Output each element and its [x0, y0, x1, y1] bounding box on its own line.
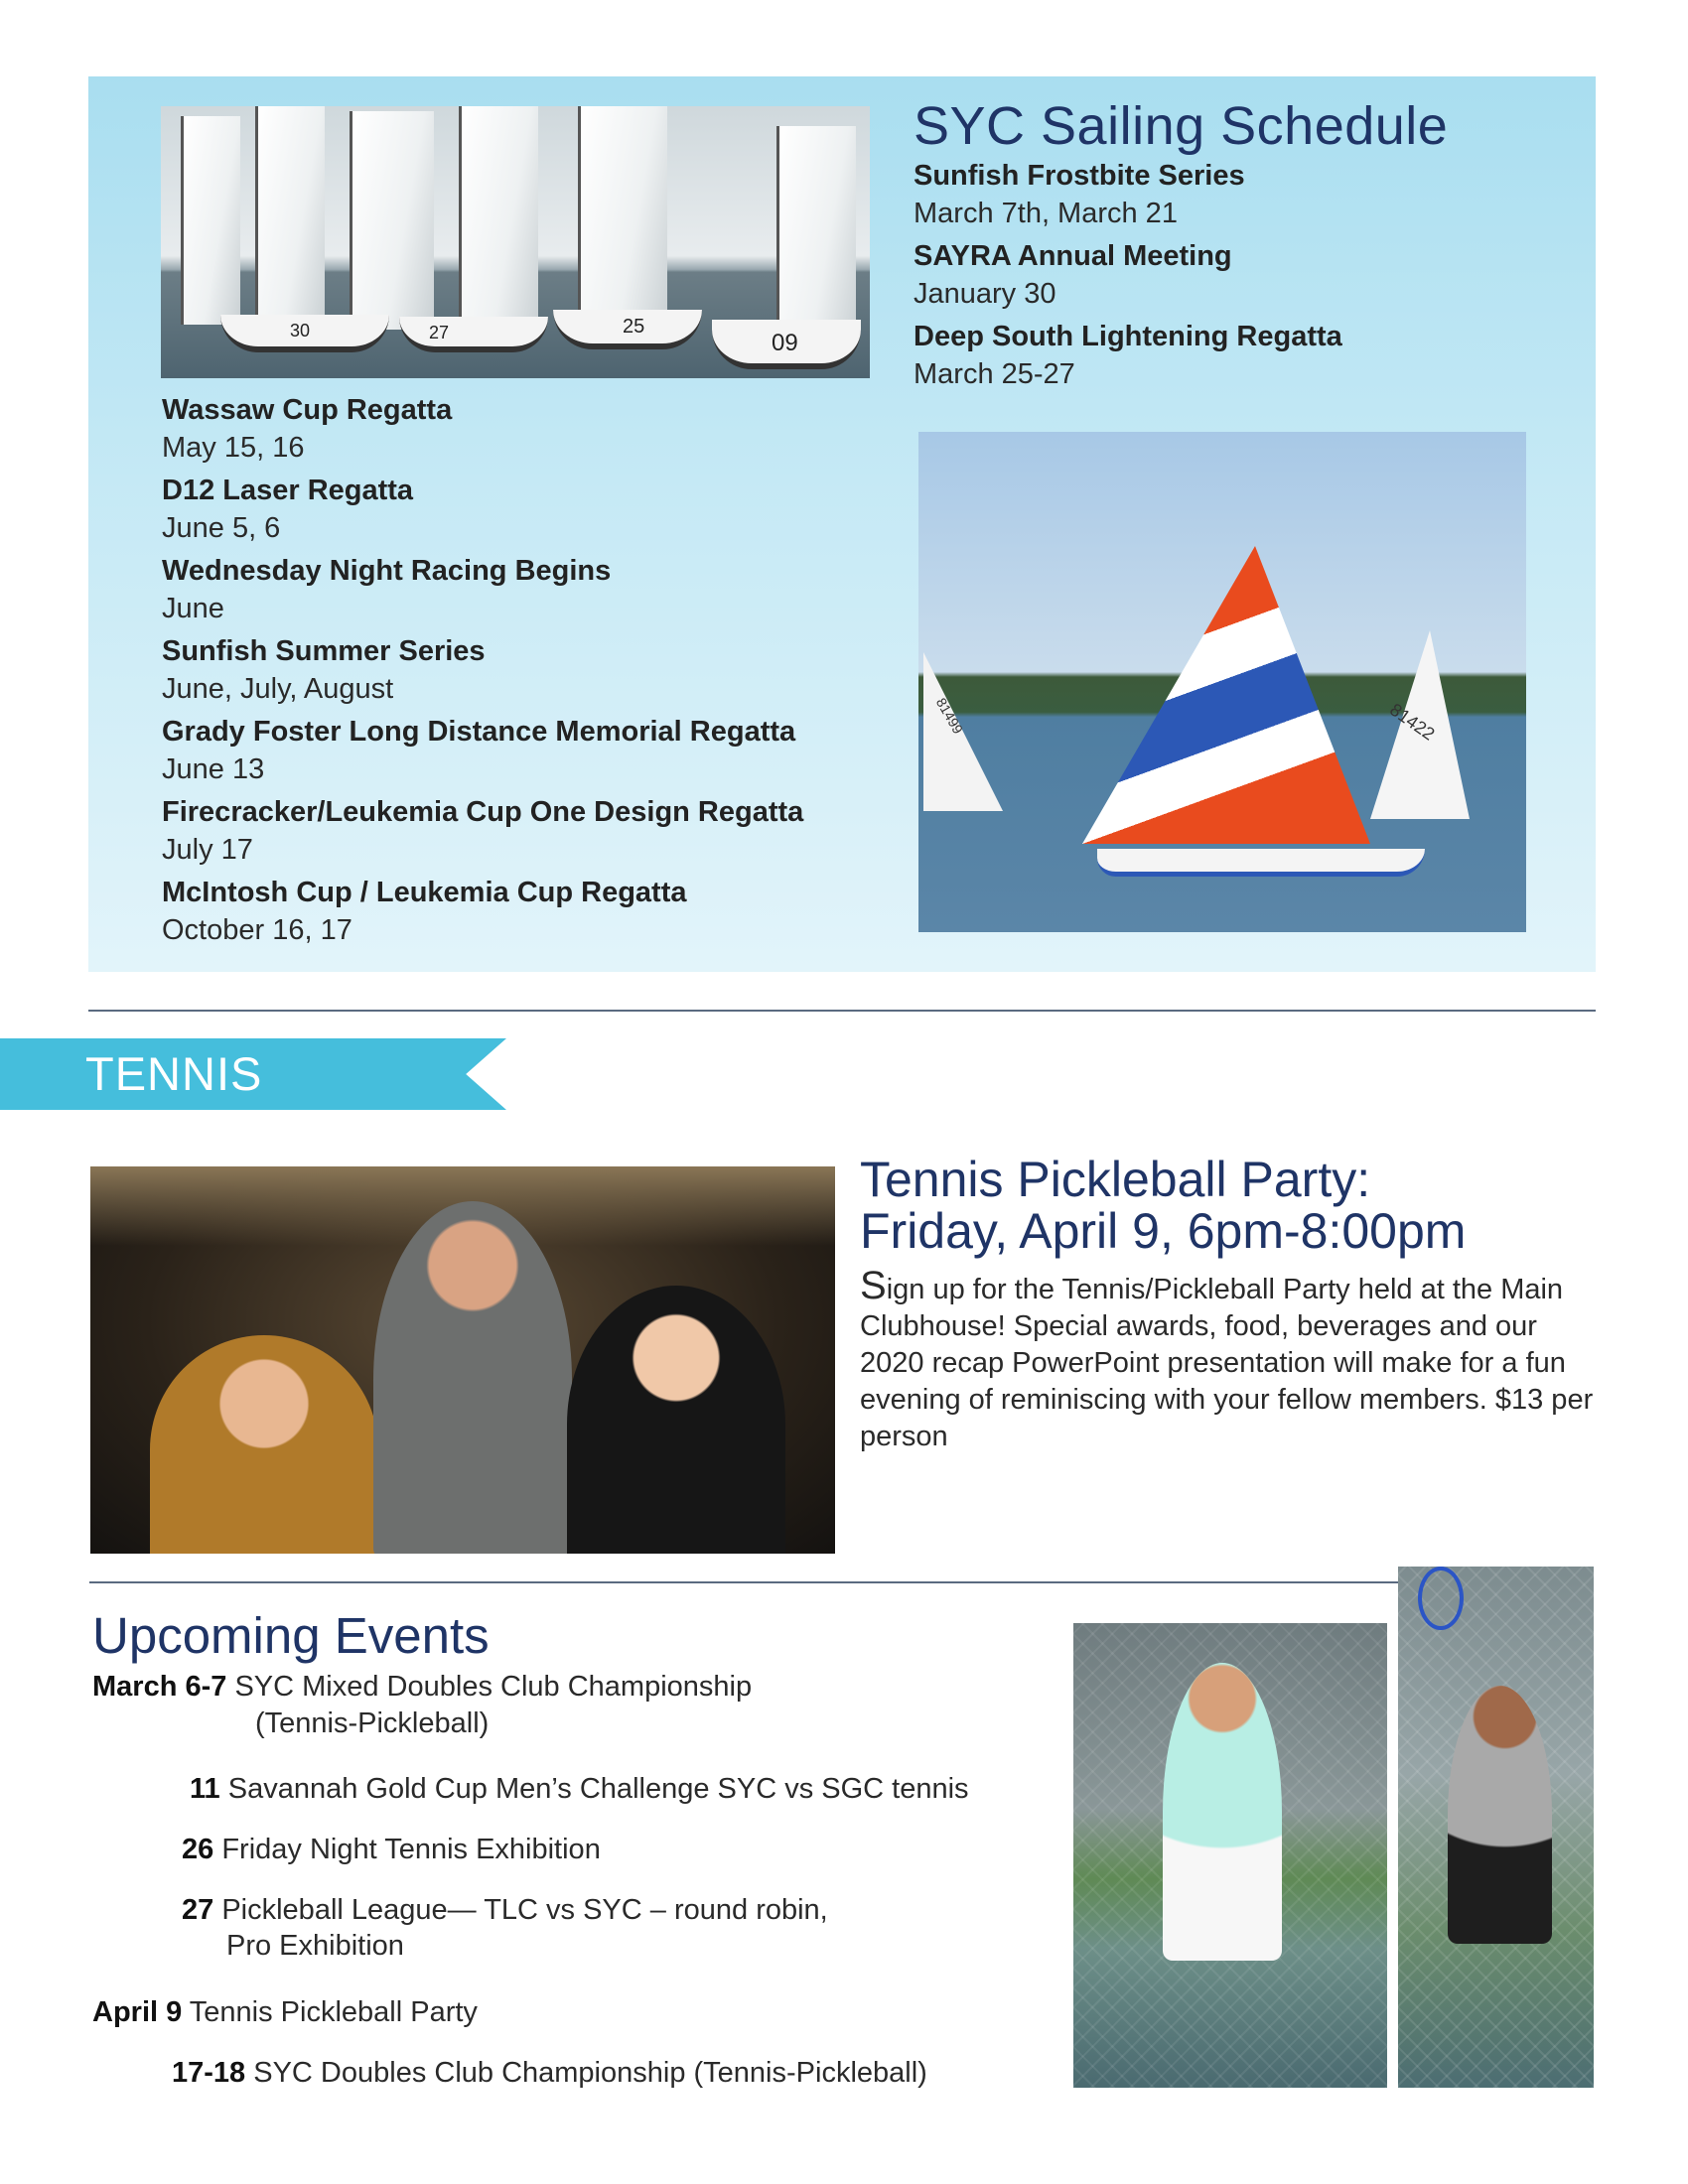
event-date: 11: [190, 1773, 220, 1805]
event-name: Grady Foster Long Distance Memorial Regatta: [162, 716, 796, 748]
sail: [255, 106, 325, 330]
tennis-player-photo: [1398, 1567, 1594, 2088]
sail: [578, 106, 667, 330]
event-row: [255, 1706, 489, 1741]
event-text: SYC Mixed Doubles Club Championship: [234, 1671, 753, 1703]
sunfish-photo: [918, 432, 1526, 932]
sail: [459, 106, 538, 335]
event-name: Firecracker/Leukemia Cup One Design Regatta: [162, 796, 804, 828]
person: [150, 1335, 378, 1554]
sail: [350, 111, 434, 330]
event-row: [226, 1928, 404, 1964]
event-date: January 30: [914, 278, 1056, 310]
event-date: April 9: [92, 1996, 183, 2028]
schedule-item: [914, 157, 1342, 232]
event-date: March 6-7: [92, 1671, 227, 1703]
schedule-item: [162, 713, 803, 788]
regatta-photo: [161, 106, 870, 378]
hull-number: 30: [290, 321, 311, 341]
event-date: 27: [182, 1894, 214, 1926]
party-title: [860, 1154, 1466, 1257]
person: [373, 1201, 572, 1554]
event-text: Savannah Gold Cup Men’s Challenge SYC vs SGC tennis: [227, 1773, 969, 1805]
tennis-player-photo: [1073, 1623, 1387, 2088]
event-row: [92, 1669, 752, 1705]
event-name: McIntosh Cup / Leukemia Cup Regatta: [162, 877, 687, 908]
event-date: March 7th, March 21: [914, 198, 1178, 229]
event-text: Pro Exhibition: [226, 1930, 404, 1962]
hull-number: 09: [772, 330, 798, 356]
person: [567, 1286, 785, 1554]
sailing-events-right: [914, 157, 1342, 393]
event-date: March 25-27: [914, 358, 1075, 390]
event-date: July 17: [162, 834, 253, 866]
event-date: June: [162, 593, 224, 624]
party-description: [860, 1264, 1603, 1455]
event-text: SYC Doubles Club Championship (Tennis-Pickleball): [253, 2057, 927, 2089]
event-row: [172, 2055, 927, 2091]
event-name: Deep South Lightening Regatta: [914, 321, 1342, 352]
event-name: Sunfish Frostbite Series: [914, 160, 1245, 192]
sail-number: 81499: [932, 695, 967, 737]
event-date: June, July, August: [162, 673, 394, 705]
drop-cap: S: [860, 1264, 887, 1307]
event-row: [92, 1994, 478, 2030]
event-name: Wednesday Night Racing Begins: [162, 555, 612, 587]
hull: [712, 320, 861, 369]
event-row: [182, 1892, 828, 1928]
sail: [181, 116, 240, 325]
schedule-item: [162, 793, 803, 869]
hull: [553, 310, 702, 349]
schedule-item: [914, 318, 1342, 393]
event-name: Sunfish Summer Series: [162, 635, 486, 667]
event-row: [182, 1832, 601, 1867]
section-divider: [88, 1010, 1596, 1012]
racket-icon: [1418, 1567, 1464, 1630]
event-text: (Tennis-Pickleball): [255, 1707, 490, 1739]
event-date: October 16, 17: [162, 914, 352, 946]
event-date: May 15, 16: [162, 432, 305, 464]
schedule-item: [162, 552, 803, 627]
sailing-events-left: [162, 391, 803, 949]
event-name: SAYRA Annual Meeting: [914, 240, 1232, 272]
event-name: D12 Laser Regatta: [162, 475, 414, 506]
hull-number: 25: [623, 316, 645, 338]
tennis-banner-label: TENNIS: [85, 1047, 263, 1100]
event-text: Tennis Pickleball Party: [189, 1996, 478, 2028]
event-date: June 5, 6: [162, 512, 281, 544]
hull-number: 27: [429, 323, 450, 342]
hull: [1097, 849, 1425, 877]
player: [1448, 1686, 1552, 1944]
schedule-item: [162, 874, 803, 949]
event-name: Wassaw Cup Regatta: [162, 394, 453, 426]
hull: [220, 315, 389, 352]
sail: [776, 126, 856, 344]
event-text: Friday Night Tennis Exhibition: [221, 1834, 601, 1865]
event-row: [190, 1771, 969, 1807]
schedule-item: [914, 237, 1342, 313]
event-text: Pickleball League— TLC vs SYC – round robin,: [221, 1894, 828, 1926]
party-title-line2: Friday, April 9, 6pm-8:00pm: [860, 1203, 1467, 1259]
schedule-item: [162, 632, 803, 708]
event-date: 26: [182, 1834, 214, 1865]
event-date: June 13: [162, 753, 265, 785]
party-body-text: ign up for the Tennis/Pickleball Party held at the Main Clubhouse! Special awards, food, beverages and our 2020 recap PowerPoint presentation will make for a fun evening of reminiscing with your fellow members. $13 per person: [860, 1274, 1594, 1452]
section-divider: [89, 1581, 1398, 1583]
sail-number: 81422: [1386, 699, 1439, 745]
schedule-item: [162, 391, 803, 467]
upcoming-events-title: Upcoming Events: [92, 1607, 490, 1664]
event-date: 17-18: [172, 2057, 246, 2089]
hull: [399, 317, 548, 352]
party-photo: [90, 1166, 835, 1554]
schedule-item: [162, 472, 803, 547]
striped-sail: [1082, 546, 1370, 844]
sail: [923, 652, 1003, 811]
party-title-line1: Tennis Pickleball Party:: [860, 1152, 1371, 1207]
player: [1163, 1663, 1282, 1961]
sailing-schedule-title: SYC Sailing Schedule: [914, 96, 1449, 156]
